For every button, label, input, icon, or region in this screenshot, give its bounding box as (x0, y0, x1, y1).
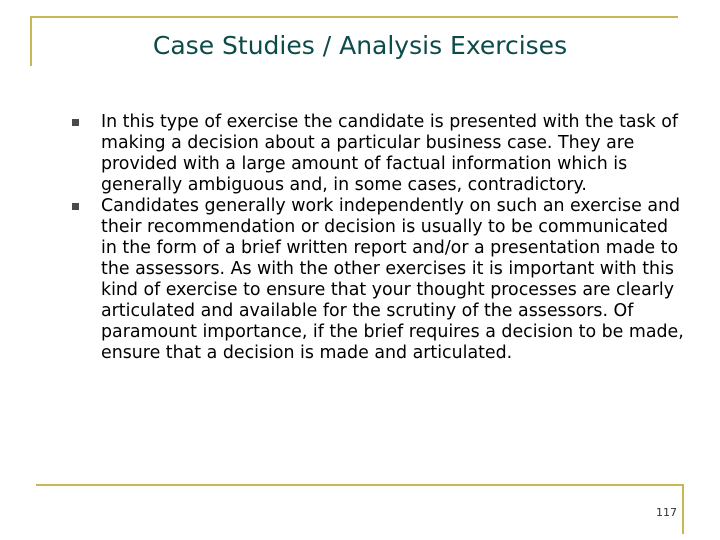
bullet-text: In this type of exercise the candidate is presented with the task of making a decision about a particular business case. They are provided with a large amount of factual information which is generally ambiguous and, in some cases, contradictory. (101, 112, 679, 195)
page-number: 117 (656, 506, 677, 519)
bullet-text: Candidates generally work independently on such an exercise and their recommendation or decision is usually to be communicated in the form of a brief written report and/or a presentation made to the assessors. As with the other exercises it is important with this kind of exercise to ensure that your thought processes are clearly articulated and available for the scrutiny of the assessors. Of paramount importance, if the brief requires a decision to be made, ensure that a decision is made and articulated. (101, 196, 684, 363)
square-bullet-icon (72, 119, 79, 126)
frame-bottom-rule (36, 484, 684, 486)
bullet-item (70, 112, 686, 196)
frame-top-rule (30, 16, 678, 18)
slide-title: Case Studies / Analysis Exercises (152, 31, 568, 60)
frame-right-rule (682, 484, 684, 534)
bullet-list (70, 112, 686, 364)
square-bullet-icon (72, 203, 79, 210)
bullet-item (70, 196, 686, 364)
